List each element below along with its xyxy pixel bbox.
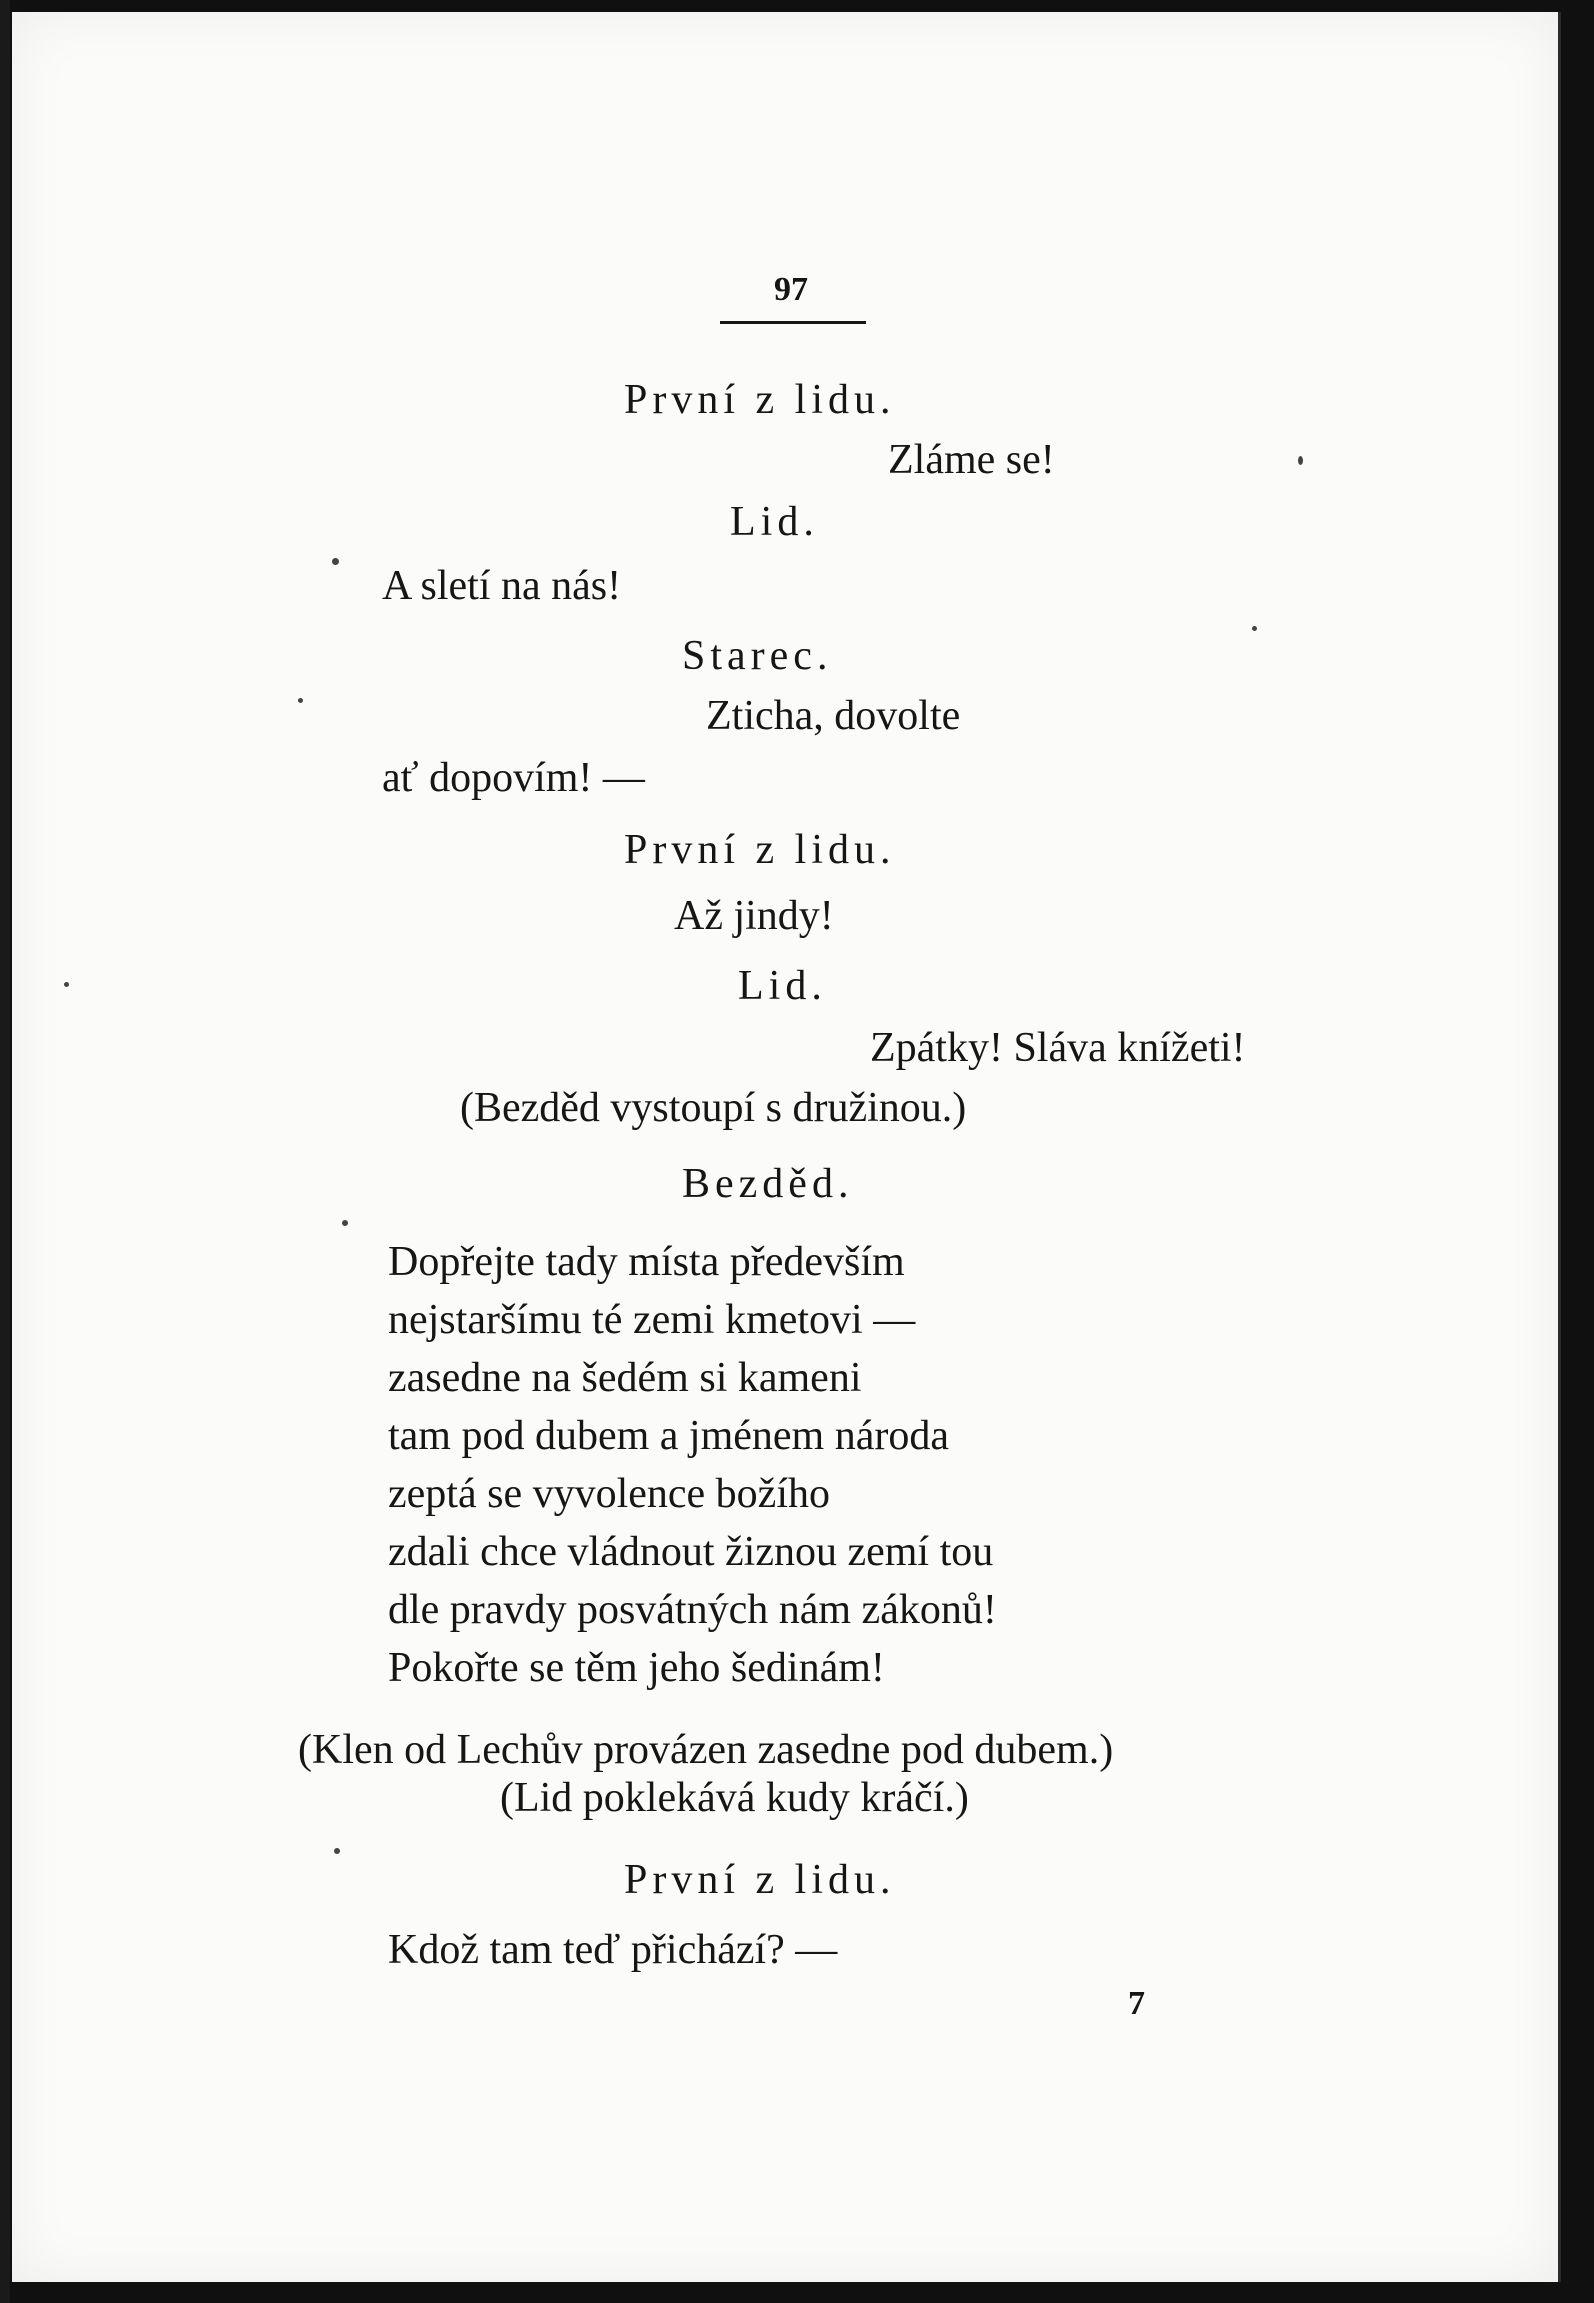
signature-mark: 7: [1128, 1985, 1145, 2022]
verse-line: Kdož tam teď přichází? —: [388, 1927, 838, 1973]
scan-speck: [332, 558, 339, 565]
scan-speck: [298, 698, 303, 703]
stage-direction: (Klen od Lechův provázen zasedne pod dubem.): [298, 1727, 1114, 1773]
stage-direction: (Lid poklekává kudy kráčí.): [500, 1775, 969, 1821]
verse-line: zeptá se vyvolence božího: [388, 1471, 830, 1517]
scan-speck: [342, 1220, 348, 1226]
speaker-label: První z lidu.: [624, 377, 896, 423]
speaker-label: Starec.: [682, 633, 833, 679]
verse-line: ať dopovím! —: [382, 755, 645, 801]
speaker-label: Lid.: [738, 963, 827, 1009]
verse-line: Zticha, dovolte: [706, 693, 961, 739]
verse-line: A sletí na nás!: [382, 563, 622, 609]
verse-line: zdali chce vládnout žiznou zemí tou: [388, 1529, 994, 1575]
verse-line: Zláme se!: [888, 437, 1055, 483]
page-number: 97: [774, 271, 808, 308]
speaker-label: Lid.: [730, 499, 819, 545]
book-page: [12, 12, 1561, 2282]
page-number-rule: [720, 321, 866, 324]
verse-line: nejstaršímu té zemi kmetovi —: [388, 1297, 916, 1343]
scan-speck: [334, 1848, 340, 1854]
verse-line: Pokořte se těm jeho šedinám!: [388, 1645, 885, 1691]
verse-line: Zpátky! Sláva knížeti!: [870, 1025, 1246, 1071]
verse-line: dle pravdy posvátných nám zákonů!: [388, 1587, 997, 1633]
scan-speck: [64, 982, 69, 987]
verse-line: Dopřejte tady místa především: [388, 1239, 905, 1285]
scan-edge: [0, 0, 10, 2303]
speaker-label: Bezděd.: [682, 1161, 854, 1207]
scan-speck: [1298, 456, 1303, 465]
scan-speck: [1252, 626, 1257, 631]
speaker-label: První z lidu.: [624, 1857, 896, 1903]
speaker-label: První z lidu.: [624, 827, 896, 873]
verse-line: tam pod dubem a jménem národa: [388, 1413, 949, 1459]
verse-line: zasedne na šedém si kameni: [388, 1355, 862, 1401]
verse-line: Až jindy!: [674, 893, 834, 939]
stage-direction: (Bezděd vystoupí s družinou.): [460, 1085, 967, 1131]
